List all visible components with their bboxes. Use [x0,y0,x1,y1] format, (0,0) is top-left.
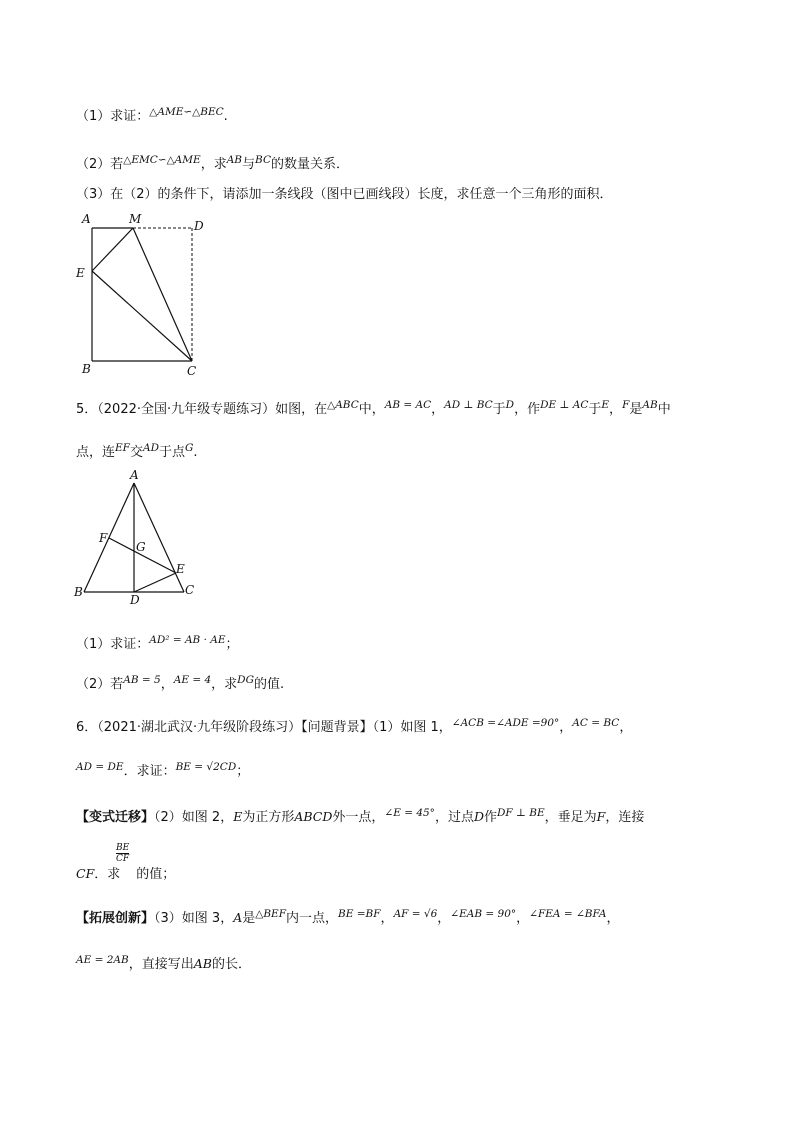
q5-intro: 5．（2022·全国·九年级专题练习）如图，在 [76,402,328,417]
q5-g: G [185,442,194,454]
q5-p2-prefix: （2）若 [76,677,124,692]
q6-angles: ∠ACB =∠ADE =90° [451,717,560,729]
q6-prove: ．求证： [123,764,176,779]
q5-ab-eq: AB = AC [384,399,432,411]
q6-ext-text4: ，直接写出 [128,957,194,972]
q5-period: . [193,445,198,460]
q4-p2-suffix: 的数量关系． [270,157,349,172]
q5-part2 [76,676,284,694]
q6-be-cd: BE = √2CD [175,761,237,773]
q4-p2-mid: ，求 [200,157,227,172]
q6-fraction-be-cf [116,843,129,864]
q6-comma2: ， [619,720,633,735]
q5-line1 [76,401,671,419]
q6-ext-af: AF = √6 [393,908,438,920]
q6-ext-tri: △BEF [255,908,286,920]
q6-ext-eab: ∠EAB = 90° [450,908,517,920]
q6-ac-bc: AC = BC [572,717,620,729]
q5-ab: AB [642,399,658,411]
q4-p2-bc: BC [255,154,271,166]
q5-p2-dg: DG [237,674,254,686]
q5-label-f: F [99,531,108,545]
q6-line1 [76,719,632,737]
q5-segment-ab [84,483,134,592]
q6-var-text7: ，连接 [605,810,645,825]
q4-p1-prefix: （1）求证： [76,109,150,124]
q5-comma2: ， [609,402,623,417]
q5-label-a: A [130,470,139,482]
q5-label-d: D [130,593,140,607]
q5-p1-math: AD² = AB · AE [149,634,226,646]
q5-comma-make: ，作 [514,402,541,417]
q6-extension-line1 [76,909,619,928]
q6-var-text9: 的值； [136,867,176,882]
q6-ext-be: BE =BF [338,908,381,920]
q6-var-d: D [473,809,484,824]
q5-p2-suffix: 的值. [253,677,285,692]
q5-e: E [601,399,610,411]
q5-label-c: C [185,583,195,597]
q4-figure [70,210,210,380]
q5-tri: △ABC [327,399,359,411]
q6-ext-c3: ， [516,911,530,926]
q6-var-text8: ．求 [94,867,121,882]
q6-ext-c4: ， [606,911,620,926]
q4-label-d: D [194,219,204,233]
q5-ef: EF [115,442,130,454]
q4-p2-with: 与 [242,157,256,172]
q6-var-perp: DF ⊥ BE [497,807,545,819]
q4-segment-ec [92,271,192,361]
q4-p2-math: △EMC∽△AME [123,154,201,166]
q6-var-text2: 为正方形 [242,810,295,825]
q6-ext-text5: 的长． [211,957,251,972]
q5-zh-at2: 于 [588,402,602,417]
q5-label-b: B [74,585,83,599]
q6-ad-de: AD = DE [76,761,124,773]
q6-ext-ab: AB [193,956,212,971]
q5-zh-at: 于 [492,402,506,417]
q6-ext-text1: （3）如图 3， [154,911,234,926]
q4-part1 [76,108,228,126]
q4-label-m: M [129,212,142,226]
q5-part1 [76,636,239,654]
q5-figure [70,470,200,610]
q5-p2-ab: AB = 5 [123,674,161,686]
q6-variant-line [76,808,644,827]
q6-comma1: ， [559,720,573,735]
q6-variant-title: 【变式迁移】 [76,810,155,825]
q5-zh-at-point: 于点 [159,445,186,460]
q6-ext-text2: 是 [242,911,256,926]
q5-p2-ae: AE = 4 [173,674,212,686]
q6-var-text1: （2）如图 2， [154,810,234,825]
q6-var-text4: ，过点 [434,810,474,825]
q5-p1-prefix: （1）求证： [76,637,150,652]
q5-p2-mid: ，求 [211,677,238,692]
q4-p3-text: （3）在（2）的条件下，请添加一条线段（图中已画线段）长度，求任意一个三角形的面积． [76,187,613,202]
q5-comma1: ， [431,402,445,417]
q6-semicolon: ； [236,764,250,779]
q6-var-text5: 作 [483,810,497,825]
q6-var-angle: ∠E = 45° [384,807,435,819]
q5-f: F [622,399,630,411]
q6-ext-c1: ， [380,911,394,926]
q5-zh-mid: 中 [657,402,671,417]
q4-segment-em [92,228,133,271]
q4-p2-ab: AB [226,154,243,166]
q4-part2 [76,156,349,174]
q4-p1-math: △AME∽△BEC [149,106,224,118]
q5-de-perp: DE ⊥ AC [540,399,589,411]
q5-ad: AD [142,442,159,454]
q4-label-b: B [82,362,91,376]
q6-var-e: E [233,809,243,824]
q5-zh-is: 是 [629,402,643,417]
q6-var-f: F [596,809,606,824]
q6-ext-fea: ∠FEA = ∠BFA [529,908,607,920]
q6-extension-line2 [76,955,251,974]
q5-segment-de [134,573,176,592]
q4-segment-mc [133,228,192,361]
q6-ext-text3: 内一点， [286,911,339,926]
q5-zh-cross: 交 [129,445,143,460]
q4-part3 [76,186,613,204]
q6-var-text6: ，垂足为 [544,810,597,825]
q4-p2-prefix: （2）若 [76,157,124,172]
q5-label-e: E [176,562,185,576]
q6-frac-num: BE [116,843,130,853]
q6-intro: 6．（2021·湖北武汉·九年级阶段练习）【问题背景】（1）如图 1， [76,720,452,735]
q5-label-g: G [136,540,146,554]
q5-zh-in: 中， [358,402,385,417]
q6-extension-title: 【拓展创新】 [76,911,155,926]
q4-label-c: C [187,364,197,378]
q4-label-a: A [82,212,91,226]
q5-p1-suffix: ； [225,637,239,652]
q4-p1-suffix: . [223,109,228,124]
q6-ext-c2: ， [437,911,451,926]
q6-var-abcd: ABCD [294,809,333,824]
q6-frac-den: CF [116,854,130,864]
q6-line2 [76,763,249,781]
q6-ext-a: A [233,910,243,925]
q5-line2 [76,444,198,462]
q4-label-e: E [76,266,85,280]
q5-ad-perp: AD ⊥ BC [444,399,493,411]
q6-var-cf: CF [76,866,95,881]
q6-variant-line2 [76,865,175,884]
q5-d: D [505,399,515,411]
q6-ext-ae: AE = 2AB [76,954,129,966]
q6-var-text3: 外一点， [332,810,385,825]
q5-p2-comma: ， [160,677,174,692]
q5-line2-prefix: 点，连 [76,445,116,460]
